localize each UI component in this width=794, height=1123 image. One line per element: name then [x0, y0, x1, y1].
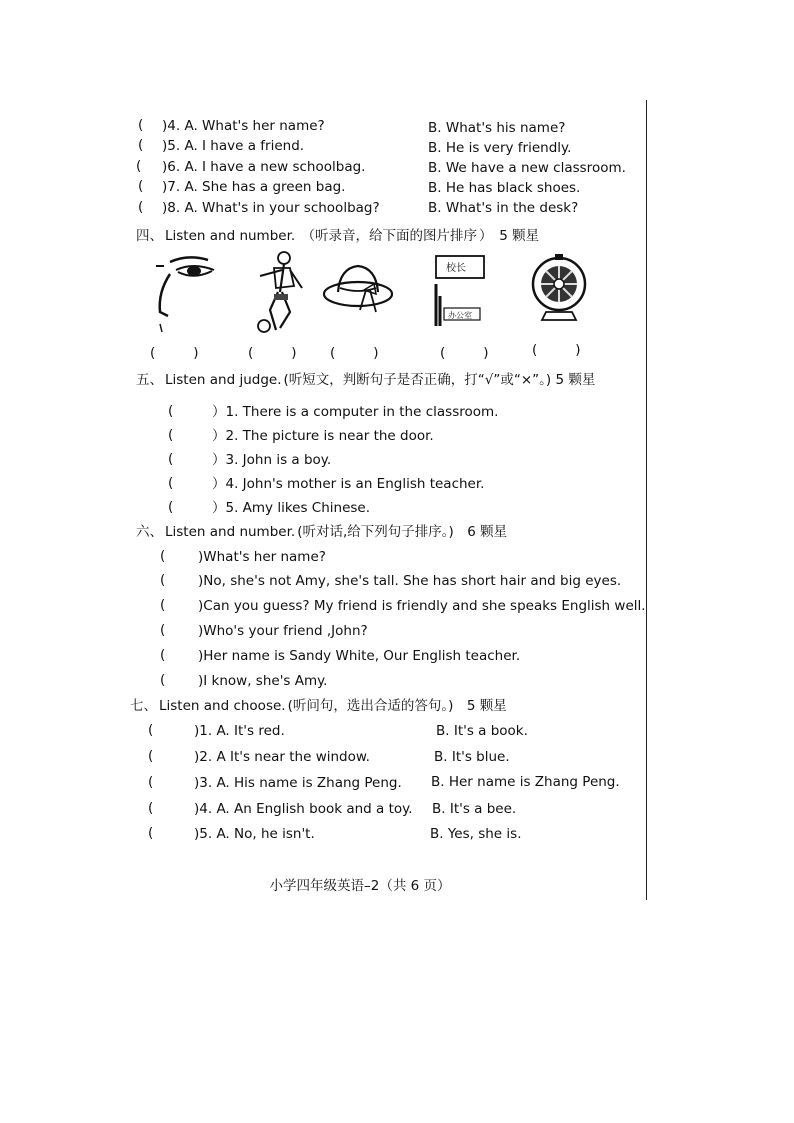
statement-2: ）2. The picture is near the door. [212, 428, 434, 444]
question-5: )5. A. I have a friend. [162, 138, 305, 154]
choice-2-b: B. It's blue. [434, 749, 510, 765]
answer-paren: ( [148, 774, 154, 790]
office-sign-label: 校长 [446, 263, 466, 274]
answer-paren: ( [168, 475, 174, 491]
answer-blank[interactable]: ( ) [248, 345, 297, 361]
fan-icon [528, 254, 590, 324]
answer-paren: ( [168, 403, 174, 419]
part4-heading: 四、 Listen and number. （听录音，给下面的图片排序 ） 5 颗星 [136, 228, 540, 244]
answer-paren: ( [148, 748, 154, 764]
answer-paren: ( [160, 572, 166, 588]
answer-blank[interactable]: ( ) [440, 345, 489, 361]
answer-paren: ( [160, 622, 166, 638]
statement-3: ）3. John is a boy. [212, 452, 332, 468]
answer-blank[interactable]: ( ) [330, 345, 379, 361]
answer-paren: ( [168, 427, 174, 443]
answer-blank[interactable]: ( ) [150, 345, 199, 361]
football-player-icon [250, 250, 310, 336]
question-7: )7. A. She has a green bag. [162, 179, 346, 195]
dialogue-line-3: )Can you guess? My friend is friendly and she speaks English well. [198, 598, 646, 614]
dialogue-line-6: )I know, she's Amy. [198, 673, 328, 689]
hat-icon [320, 260, 396, 320]
answer-paren: ( [168, 499, 174, 515]
option-b-5: B. He is very friendly. [428, 140, 572, 156]
answer-paren: ( [160, 597, 166, 613]
statement-1: ）1. There is a computer in the classroom. [212, 404, 499, 420]
option-b-6: B. We have a new classroom. [428, 160, 626, 176]
page-footer: 小学四年级英语–2（共 6 页） [269, 878, 451, 894]
answer-paren: ( [138, 199, 144, 215]
page-border-line [646, 100, 647, 900]
answer-paren: ( [138, 137, 144, 153]
statement-5: ）5. Amy likes Chinese. [212, 500, 371, 516]
option-b-4: B. What's his name? [428, 120, 566, 136]
dialogue-line-2: )No, she's not Amy, she's tall. She has short hair and big eyes. [198, 573, 622, 589]
answer-blank[interactable]: ( ) [532, 342, 581, 358]
choice-5-b: B. Yes, she is. [430, 826, 522, 842]
option-b-7: B. He has black shoes. [428, 180, 581, 196]
answer-paren: ( [148, 825, 154, 841]
statement-4: ）4. John's mother is an English teacher. [212, 476, 485, 492]
office-sign-icon [430, 250, 490, 330]
choice-2-a: )2. A It's near the window. [194, 749, 370, 765]
answer-paren: ( [160, 548, 166, 564]
answer-paren: ( [160, 672, 166, 688]
part5-heading: 五、 Listen and judge. (听短文，判断句子是否正确，打“√”或“×”。) 5 颗星 [136, 372, 596, 388]
answer-paren: ( [148, 800, 154, 816]
choice-3-b: B. Her name is Zhang Peng. [431, 774, 620, 790]
eye-icon [148, 252, 228, 334]
answer-paren: ( [168, 451, 174, 467]
choice-4-a: )4. A. An English book and a toy. [194, 801, 413, 817]
part7-heading: 七、 Listen and choose. (听问句，选出合适的答句。) 5 颗星 [130, 698, 507, 714]
choice-5-a: )5. A. No, he isn't. [194, 826, 315, 842]
choice-1-a: )1. A. It's red. [194, 723, 285, 739]
answer-paren: ( [136, 158, 142, 174]
choice-3-a: )3. A. His name is Zhang Peng. [194, 775, 402, 791]
part6-heading: 六、 Listen and number. (听对话,给下列句子排序。) 6 颗星 [136, 524, 508, 540]
choice-1-b: B. It's a book. [436, 723, 528, 739]
answer-paren: ( [138, 117, 144, 133]
dialogue-line-4: )Who's your friend ,John? [198, 623, 368, 639]
question-4: )4. A. What's her name? [162, 118, 325, 134]
question-6: )6. A. I have a new schoolbag. [162, 159, 366, 175]
answer-paren: ( [138, 178, 144, 194]
question-8: )8. A. What's in your schoolbag? [162, 200, 380, 216]
dialogue-line-5: )Her name is Sandy White, Our English teacher. [198, 648, 521, 664]
answer-paren: ( [148, 722, 154, 738]
choice-4-b: B. It's a bee. [432, 801, 517, 817]
dialogue-line-1: )What's her name? [198, 549, 326, 565]
option-b-8: B. What's in the desk? [428, 200, 579, 216]
office-sign-sub: 办公室 [448, 311, 472, 320]
answer-paren: ( [160, 647, 166, 663]
